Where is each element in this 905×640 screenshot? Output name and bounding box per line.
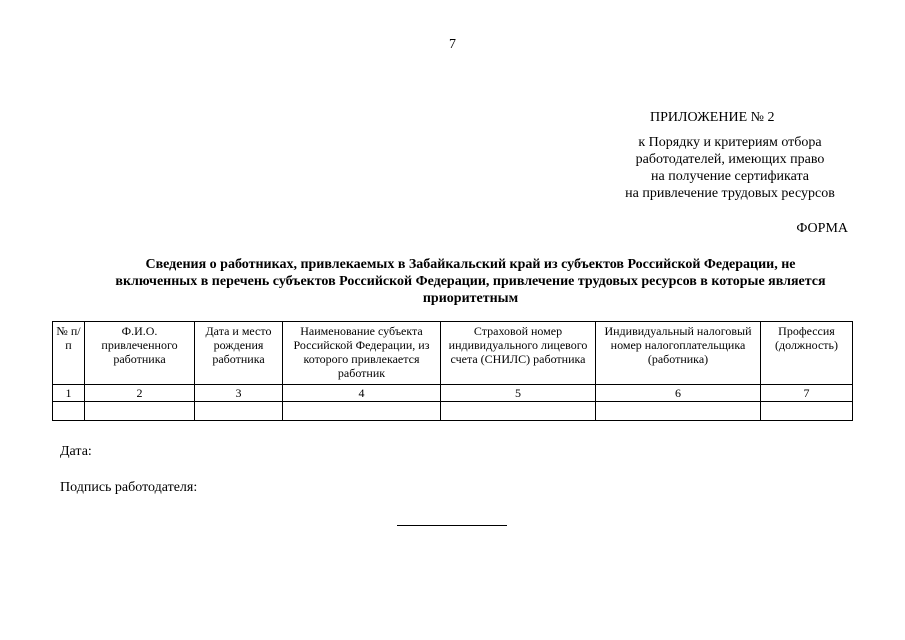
column-header: № п/п [53,322,85,385]
table-cell [596,402,761,421]
heading-line: включенных в перечень субъектов Российской Федерации, привлечение трудовых ресурсов в которые является [115,274,826,289]
table-cell [53,402,85,421]
table-row [53,402,853,421]
table-cell [441,402,596,421]
column-header: Ф.И.О. привлеченного работника [85,322,195,385]
signature-label: Подпись работодателя: [60,480,198,495]
column-number: 4 [283,385,441,402]
column-header: Наименование субъекта Российской Федерации, из которого привлекается работник [283,322,441,385]
column-header: Дата и место рождения работника [195,322,283,385]
table-cell [195,402,283,421]
workers-table [52,321,853,421]
heading-line: Сведения о работниках, привлекаемых в Забайкальский край из субъектов Российской Федерации, не [145,257,796,272]
column-number: 6 [596,385,761,402]
appendix-subtitle-line: к Порядку и критериям отбора [638,135,822,150]
column-number: 2 [85,385,195,402]
signature-line [397,525,507,526]
appendix-subtitle-line: работодателей, имеющих право [635,152,825,167]
page-number: 7 [449,37,456,52]
appendix-subtitle-line: на привлечение трудовых ресурсов [625,186,835,201]
column-number: 5 [441,385,596,402]
date-label: Дата: [60,444,92,459]
table-cell [85,402,195,421]
appendix-title: ПРИЛОЖЕНИЕ № 2 [650,110,775,125]
appendix-subtitle-line: на получение сертификата [651,169,809,184]
document-heading [88,256,853,307]
table-header-row [53,322,853,385]
table-cell [283,402,441,421]
column-number: 3 [195,385,283,402]
column-number-row [53,385,853,402]
heading-line: приоритетным [422,291,519,306]
table-cell [761,402,853,421]
form-label: ФОРМА [796,221,848,236]
column-number: 1 [53,385,85,402]
column-header: Страховой номер индивидуального лицевого счета (СНИЛС) работника [441,322,596,385]
column-header: Индивидуальный налоговый номер налогоплательщика (работника) [596,322,761,385]
column-header: Профессия (должность) [761,322,853,385]
column-number: 7 [761,385,853,402]
appendix-subtitle [585,134,875,202]
